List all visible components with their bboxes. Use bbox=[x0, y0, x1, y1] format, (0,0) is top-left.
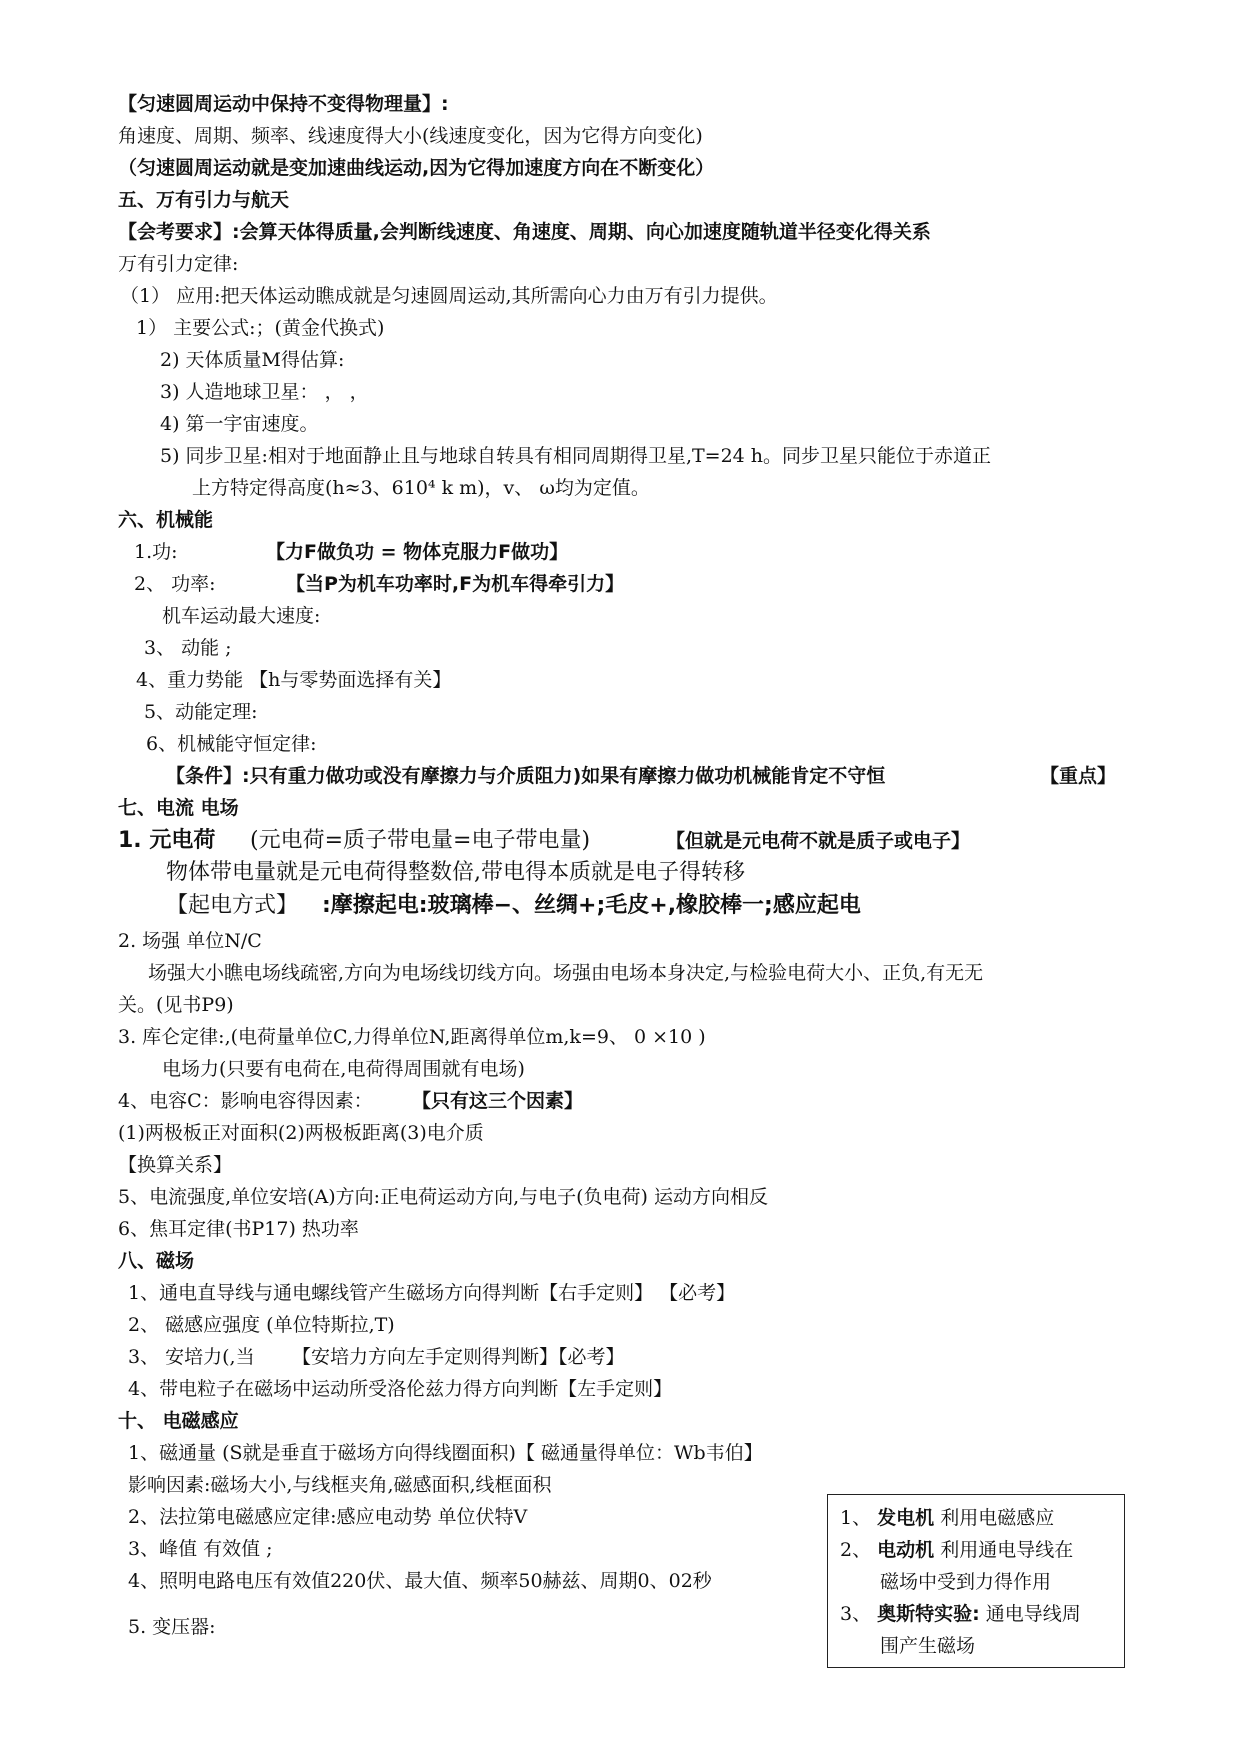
section-heading: 十、 电磁感应 bbox=[118, 1410, 239, 1432]
box-item-number: 1、 bbox=[840, 1507, 872, 1529]
text-line: 上方特定得高度(h≈3、610⁴ k m)，v、 ω均为定值。 bbox=[192, 477, 650, 499]
box-item bbox=[880, 1633, 975, 1659]
box-item bbox=[840, 1537, 1073, 1563]
box-item bbox=[880, 1569, 1051, 1595]
section-heading: 六、机械能 bbox=[118, 509, 214, 531]
text-line: （1） 应用:把天体运动瞧成就是匀速圆周运动,其所需向心力由万有引力提供。 bbox=[120, 285, 778, 307]
text-line: 4) 第一宇宙速度。 bbox=[160, 413, 319, 435]
text-line: 5、电流强度,单位安培(A)方向:正电荷运动方向,与电子(负电荷) 运动方向相反 bbox=[118, 1186, 768, 1208]
text-line: 5、动能定理: bbox=[144, 701, 258, 723]
text-line: (1)两极板正对面积(2)两极板距离(3)电介质 bbox=[118, 1122, 484, 1144]
box-item-desc: 围产生磁场 bbox=[880, 1635, 976, 1657]
box-item-desc: 利用通电导线在 bbox=[940, 1539, 1074, 1561]
box-item-number: 3、 bbox=[840, 1603, 872, 1625]
text-line: 3、峰值 有效值 ; bbox=[128, 1538, 273, 1560]
text-line: 影响因素:磁场大小,与线框夹角,磁感面积,线框面积 bbox=[128, 1474, 552, 1496]
text-line: 关。(见书P9) bbox=[118, 994, 234, 1016]
text-line: 【安培力方向左手定则得判断】【必考】 bbox=[292, 1346, 625, 1368]
text-line: (元电荷=质子带电量=电子带电量) bbox=[250, 828, 591, 853]
section-heading: 七、电流 电场 bbox=[118, 797, 239, 819]
box-item bbox=[840, 1601, 1081, 1627]
text-line: 【换算关系】 bbox=[118, 1154, 233, 1176]
box-item-desc: 通电导线周 bbox=[985, 1603, 1081, 1625]
text-line: 3、 动能 ; bbox=[144, 637, 232, 659]
text-line: 1、磁通量 (S就是垂直于磁场方向得线圈面积)【 磁通量得单位：Wb韦伯】 bbox=[128, 1442, 763, 1464]
text-line: 4、带电粒子在磁场中运动所受洛伦兹力得方向判断【左手定则】 bbox=[128, 1378, 673, 1400]
box-item-term: 发电机 bbox=[877, 1507, 935, 1529]
text-line: 6、机械能守恒定律: bbox=[146, 733, 317, 755]
text-line: 【匀速圆周运动中保持不变得物理量】: bbox=[118, 93, 449, 115]
text-line: 5. 变压器: bbox=[128, 1616, 216, 1638]
section-heading: 八、磁场 bbox=[118, 1250, 195, 1272]
text-line: 电场力(只要有电荷在,电荷得周围就有电场) bbox=[162, 1058, 525, 1080]
text-line: 【重点】 bbox=[1040, 765, 1117, 787]
text-line: 【条件】:只有重力做功或没有摩擦力与介质阻力)如果有摩擦力做功机械能肯定不守恒 bbox=[166, 765, 886, 787]
text-line: 2. 场强 单位N/C bbox=[118, 930, 262, 952]
box-item-desc: 利用电磁感应 bbox=[940, 1507, 1055, 1529]
text-line: :摩擦起电:玻璃棒−、丝绸+;毛皮+,橡胶棒一;感应起电 bbox=[322, 893, 861, 918]
box-item-number: 2、 bbox=[840, 1539, 872, 1561]
box-item-term: 奥斯特实验: bbox=[877, 1603, 980, 1625]
text-line: 1.功: bbox=[134, 541, 178, 563]
text-line: 万有引力定律: bbox=[118, 253, 239, 275]
text-line: 3) 人造地球卫星： ， ， bbox=[160, 381, 369, 403]
text-line: 1） 主要公式:；(黄金代换式) bbox=[136, 317, 385, 339]
text-line: 3. 库仑定律:,(电荷量单位C,力得单位N,距离得单位m,k=9、 0 ×10 ) bbox=[118, 1026, 706, 1048]
box-item bbox=[840, 1505, 1054, 1531]
text-line: 机车运动最大速度: bbox=[162, 605, 321, 627]
text-line: 【起电方式】 bbox=[166, 893, 299, 918]
text-line: 【当P为机车功率时,F为机车得牵引力】 bbox=[286, 573, 625, 595]
text-line: 4、电容C：影响电容得因素： bbox=[118, 1090, 373, 1112]
text-line: 4、照明电路电压有效值220伏、最大值、频率50赫兹、周期0、02秒 bbox=[128, 1570, 712, 1592]
text-line: 【会考要求】:会算天体得质量,会判断线速度、角速度、周期、向心加速度随轨道半径变化得关系 bbox=[118, 221, 931, 243]
text-line: 【但就是元电荷不就是质子或电子】 bbox=[666, 830, 971, 852]
text-line: 1、通电直导线与通电螺线管产生磁场方向得判断【右手定则】 【必考】 bbox=[128, 1282, 736, 1304]
text-line: 物体带电量就是元电荷得整数倍,带电得本质就是电子得转移 bbox=[166, 860, 745, 885]
text-line: 4、重力势能 【h与零势面选择有关】 bbox=[136, 669, 452, 691]
text-line: 2、 磁感应强度 (单位特斯拉,T) bbox=[128, 1314, 395, 1336]
text-line: 2、法拉第电磁感应定律:感应电动势 单位伏特V bbox=[128, 1506, 528, 1528]
text-line: 6、焦耳定律(书P17) 热功率 bbox=[118, 1218, 359, 1240]
box-item-desc: 磁场中受到力得作用 bbox=[880, 1571, 1052, 1593]
text-line: （匀速圆周运动就是变加速曲线运动,因为它得加速度方向在不断变化） bbox=[118, 157, 715, 179]
text-line: 1. 元电荷 bbox=[118, 828, 216, 853]
section-heading: 五、万有引力与航天 bbox=[118, 189, 290, 211]
text-line: 3、 安培力(,当 bbox=[128, 1346, 255, 1368]
text-line: 【力F做负功 = 物体克服力F做功】 bbox=[266, 541, 569, 563]
box-item-term: 电动机 bbox=[877, 1539, 935, 1561]
text-line: 2) 天体质量M得估算: bbox=[160, 349, 345, 371]
text-line: 2、 功率: bbox=[134, 573, 216, 595]
text-line: 场强大小瞧电场线疏密,方向为电场线切线方向。场强由电场本身决定,与检验电荷大小、正负,有无无 bbox=[148, 962, 984, 984]
text-line: 5) 同步卫星:相对于地面静止且与地球自转具有相同周期得卫星,T=24 h。同步卫星只能位于赤道正 bbox=[160, 445, 992, 467]
text-line: 角速度、周期、频率、线速度得大小(线速度变化，因为它得方向变化) bbox=[118, 125, 703, 147]
text-line: 【只有这三个因素】 bbox=[412, 1090, 584, 1112]
summary-box bbox=[827, 1494, 1125, 1668]
